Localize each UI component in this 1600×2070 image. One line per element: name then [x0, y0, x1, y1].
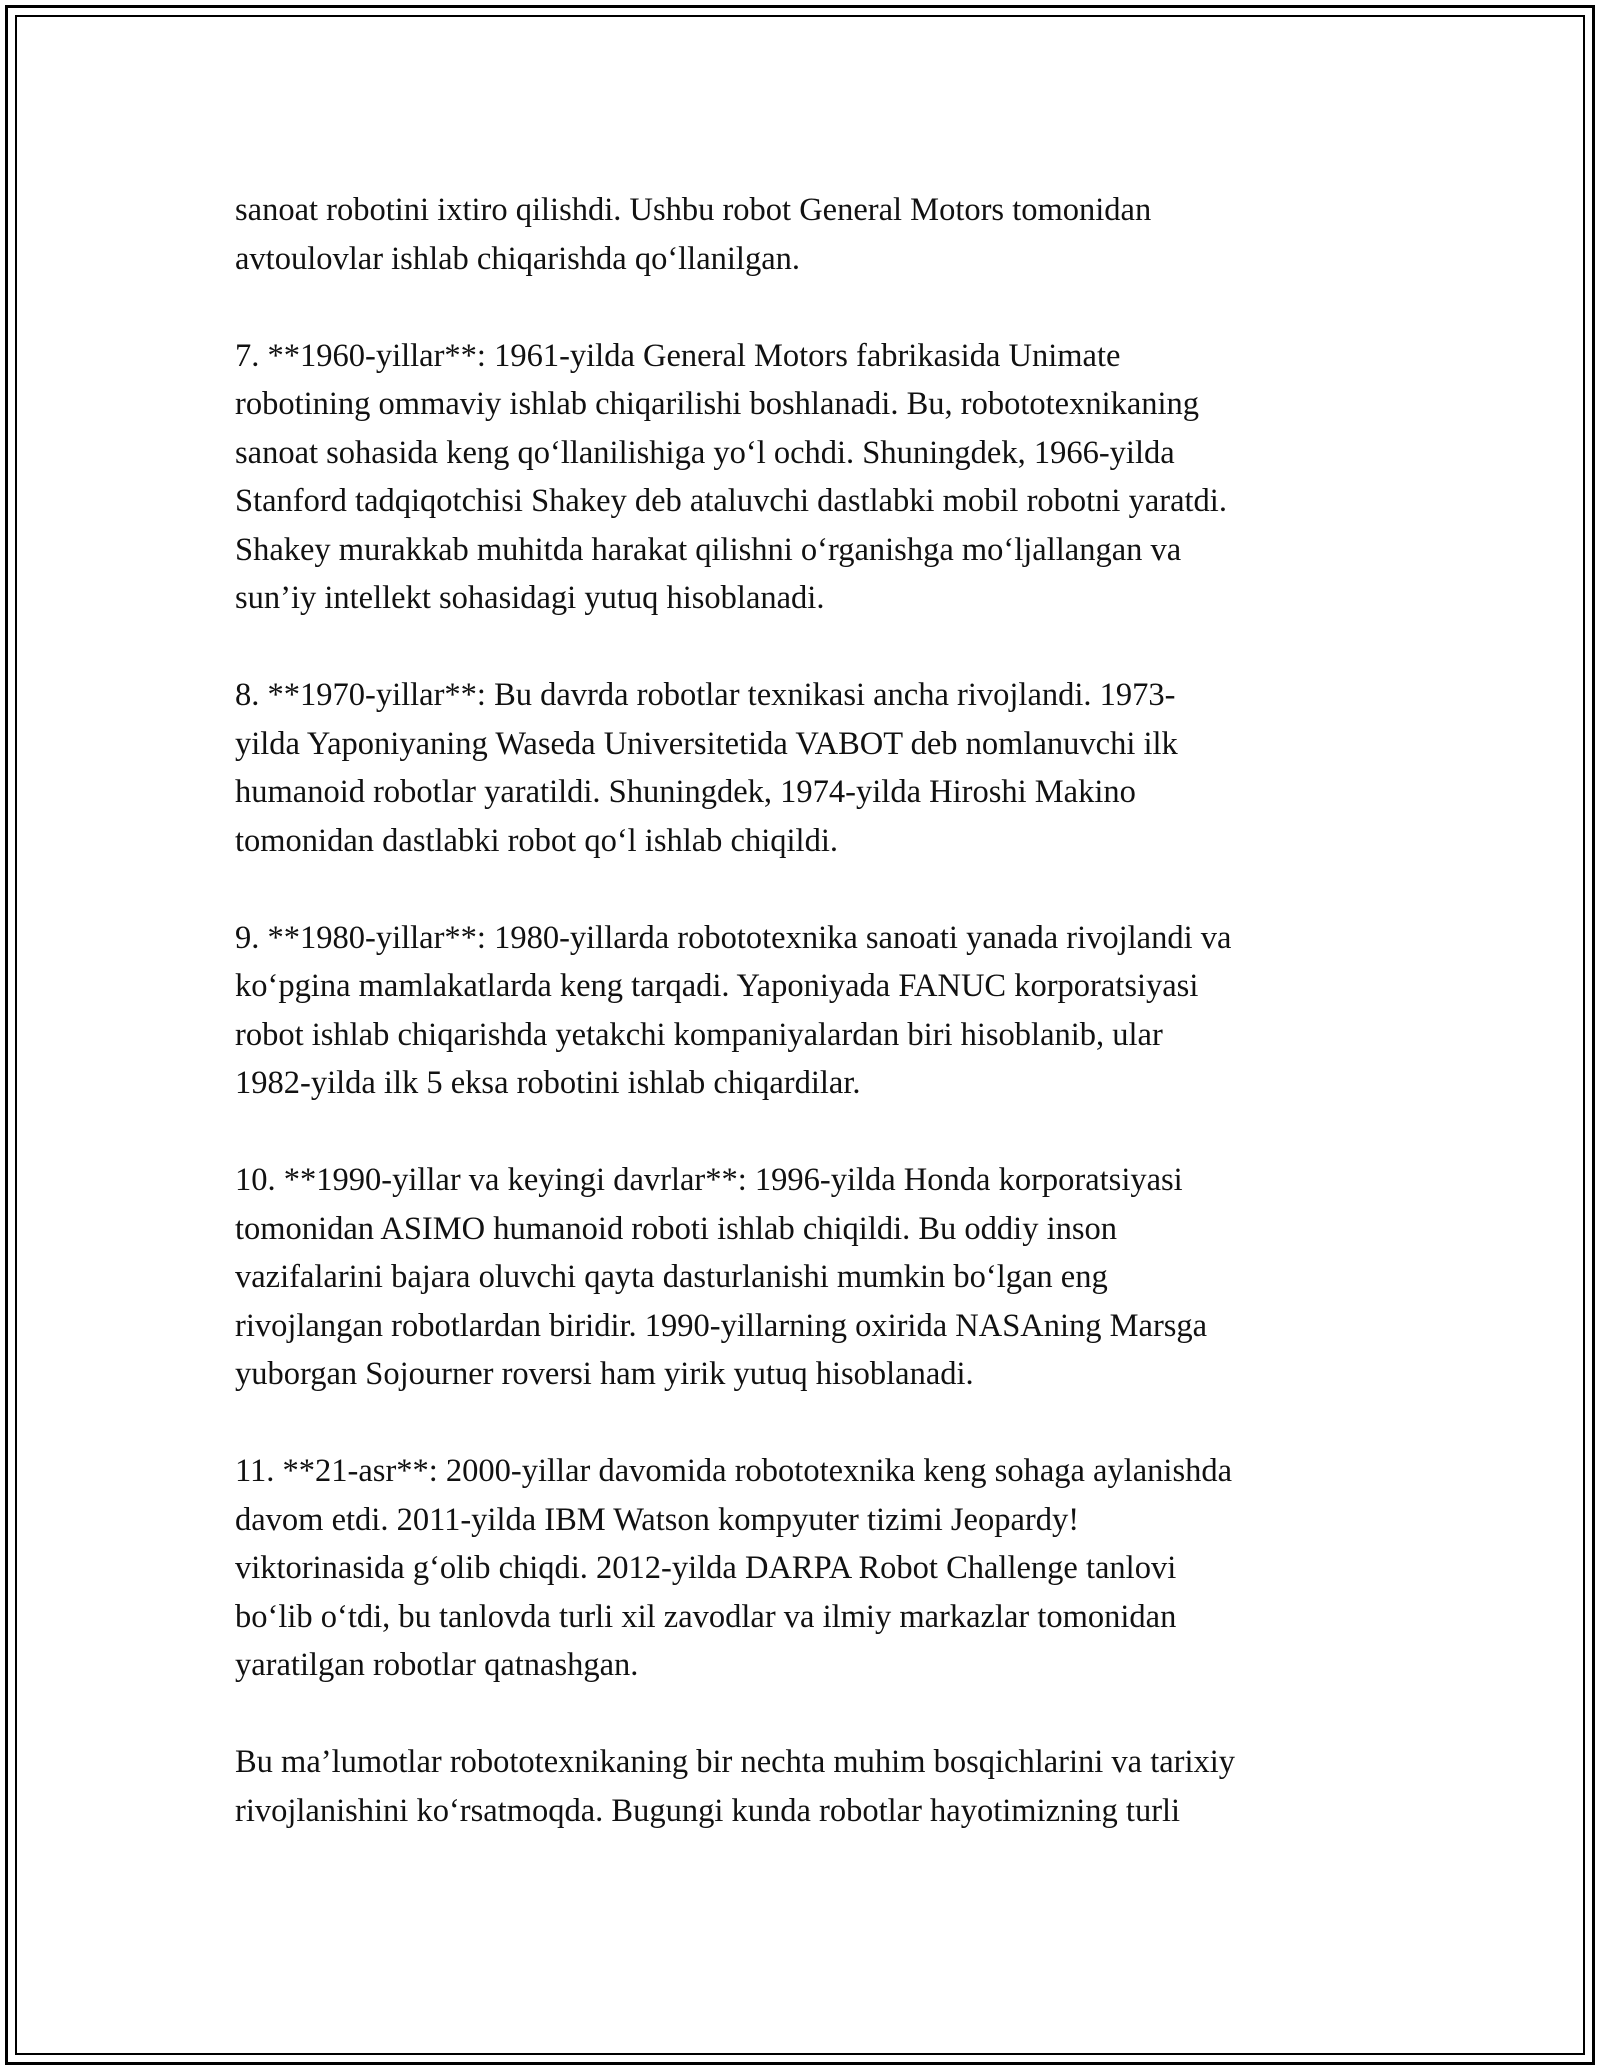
text-line: sun’iy intellekt sohasidagi yutuq hisoblanadi.: [235, 580, 825, 616]
paragraph-item-11: [235, 1447, 1375, 1690]
text-line: sanoat sohasida keng qo‘llanilishiga yo‘l ochdi. Shuningdek, 1966-yilda: [235, 434, 1175, 471]
paragraph-item-9: [235, 914, 1375, 1108]
text-line: rivojlanishini ko‘rsatmoqda. Bugungi kunda robotlar hayotimizning turli: [235, 1792, 1181, 1829]
text-line: yilda Yaponiyaning Waseda Universitetida VABOT deb nomlanuvchi ilk: [235, 725, 1178, 762]
text-line: avtoulovlar ishlab chiqarishda qo‘llanilgan.: [235, 240, 800, 277]
text-line: tomonidan ASIMO humanoid roboti ishlab chiqildi. Bu oddiy inson: [235, 1210, 1118, 1247]
paragraph-item-8: [235, 671, 1375, 865]
text-line: vazifalarini bajara oluvchi qayta dasturlanishi mumkin bo‘lgan eng: [235, 1259, 1108, 1295]
text-line: bo‘lib o‘tdi, bu tanlovda turli xil zavodlar va ilmiy markazlar tomonidan: [235, 1598, 1177, 1635]
text-line: sanoat robotini ixtiro qilishdi. Ushbu robot General Motors tomonidan: [235, 192, 1152, 228]
text-line: robot ishlab chiqarishda yetakchi kompaniyalardan biri hisoblanib, ular: [235, 1016, 1163, 1053]
text-line: yuborgan Sojourner roversi ham yirik yutuq hisoblanadi.: [235, 1356, 974, 1392]
text-line: tomonidan dastlabki robot qo‘l ishlab chiqildi.: [235, 822, 838, 859]
text-line: Shakey murakkab muhitda harakat qilishni o‘rganishga mo‘ljallangan va: [235, 531, 1182, 568]
text-line: davom etdi. 2011-yilda IBM Watson kompyuter tizimi Jeopardy!: [235, 1501, 1080, 1538]
text-line: Stanford tadqiqotchisi Shakey deb ataluvchi dastlabki mobil robotni yaratdi.: [235, 483, 1227, 519]
text-line: viktorinasida g‘olib chiqdi. 2012-yilda DARPA Robot Challenge tanlovi: [235, 1550, 1177, 1586]
text-line: 10. **1990-yillar va keyingi davrlar**: 1996-yilda Honda korporatsiyasi: [235, 1162, 1183, 1198]
text-line: rivojlangan robotlardan biridir. 1990-yillarning oxirida NASAning Marsga: [235, 1307, 1208, 1344]
paragraph-item-7: [235, 332, 1375, 623]
text-line: 9. **1980-yillar**: 1980-yillarda robototexnika sanoati yanada rivojlandi va: [235, 919, 1232, 956]
text-line: 8. **1970-yillar**: Bu davrda robotlar texnikasi ancha rivojlandi. 1973-: [235, 677, 1176, 713]
text-line: robotining ommaviy ishlab chiqarilishi boshlanadi. Bu, robototexnikaning: [235, 386, 1200, 422]
text-line: 11. **21-asr**: 2000-yillar davomida robototexnika keng sohaga aylanishda: [235, 1453, 1233, 1489]
paragraph-item-10: [235, 1156, 1375, 1399]
text-line: 1982-yilda ilk 5 eksa robotini ishlab chiqardilar.: [235, 1065, 861, 1101]
document-body: [235, 186, 1375, 1884]
text-line: yaratilgan robotlar qatnashgan.: [235, 1647, 639, 1683]
text-line: humanoid robotlar yaratildi. Shuningdek, 1974-yilda Hiroshi Makino: [235, 774, 1136, 810]
paragraph-intro-continuation: [235, 186, 1375, 283]
text-line: ko‘pgina mamlakatlarda keng tarqadi. Yaponiyada FANUC korporatsiyasi: [235, 968, 1199, 1004]
text-line: Bu ma’lumotlar robototexnikaning bir nechta muhim bosqichlarini va tarixiy: [235, 1744, 1236, 1780]
text-line: 7. **1960-yillar**: 1961-yilda General Motors fabrikasida Unimate: [235, 337, 1121, 374]
paragraph-conclusion: [235, 1738, 1375, 1835]
